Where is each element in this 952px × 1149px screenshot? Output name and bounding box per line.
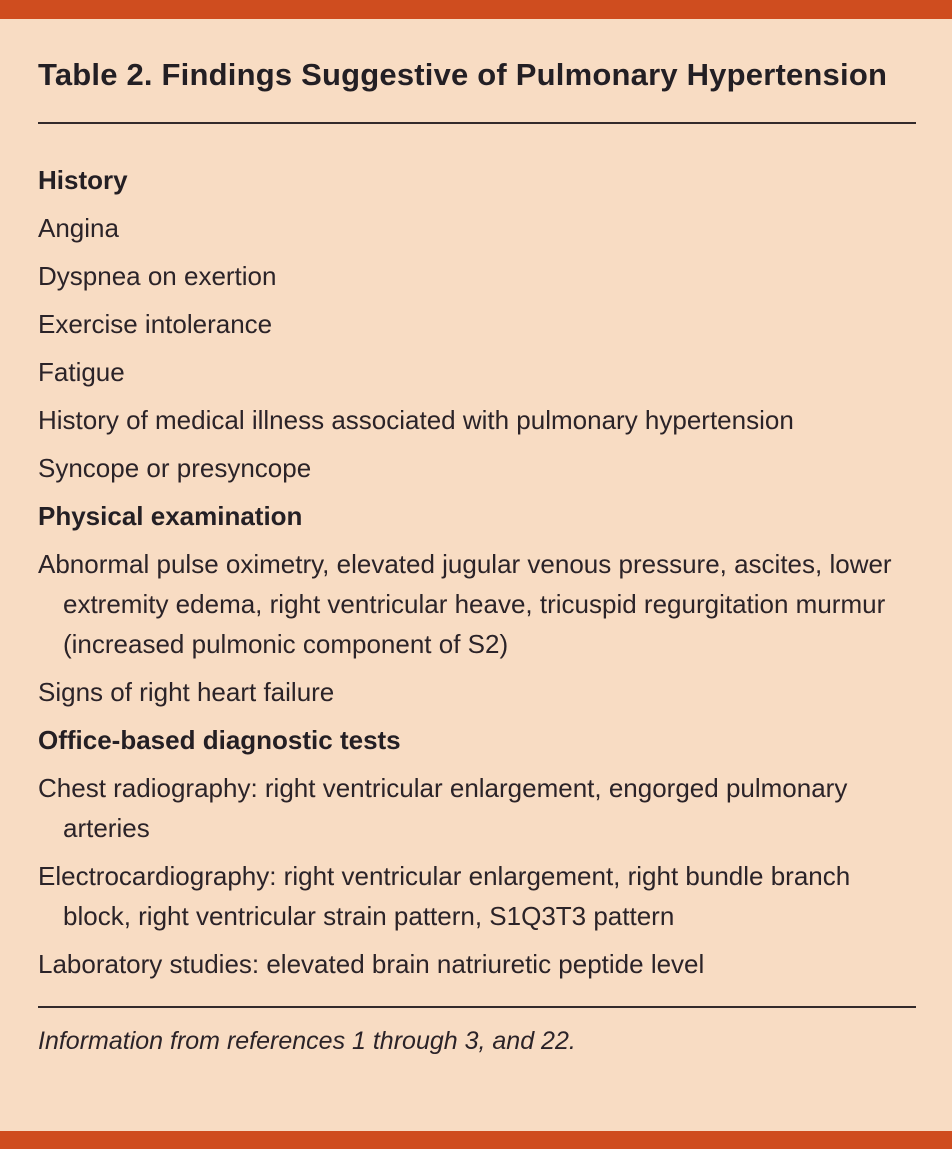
section-physical-examination [38, 496, 916, 712]
table-body [38, 160, 916, 984]
table-row: Fatigue [38, 357, 125, 387]
title-divider [38, 122, 916, 124]
section-office-based-diagnostic-tests [38, 720, 916, 984]
table-row: Angina [38, 213, 119, 243]
table-row: Signs of right heart failure [38, 677, 335, 707]
footnote-divider [38, 1006, 916, 1008]
table-row: Abnormal pulse oximetry, elevated jugular venous pressure, ascites, lower extremity edema, right ventricular heave, tricuspid regurgitation murmur (increased pulmonic component of S2) [38, 549, 892, 659]
table-row: Laboratory studies: elevated brain natriuretic peptide level [38, 949, 705, 979]
section-header: History [38, 165, 128, 195]
section-header: Office-based diagnostic tests [38, 725, 401, 755]
section-header: Physical examination [38, 501, 303, 531]
table-row: Electrocardiography: right ventricular enlargement, right bundle branch block, right ventricular strain pattern, S1Q3T3 pattern [38, 861, 851, 931]
section-history [38, 160, 916, 488]
table-row: Dyspnea on exertion [38, 261, 277, 291]
table-content [0, 19, 952, 1058]
table-title: Table 2. Findings Suggestive of Pulmonary Hypertension [38, 57, 888, 92]
bottom-accent-bar [0, 1131, 952, 1149]
top-accent-bar [0, 0, 952, 19]
table-row: History of medical illness associated with pulmonary hypertension [38, 405, 794, 435]
table-row: Syncope or presyncope [38, 453, 312, 483]
footnote: Information from references 1 through 3, and 22. [38, 1027, 576, 1055]
table-row: Chest radiography: right ventricular enlargement, engorged pulmonary arteries [38, 773, 848, 843]
table-row: Exercise intolerance [38, 309, 273, 339]
